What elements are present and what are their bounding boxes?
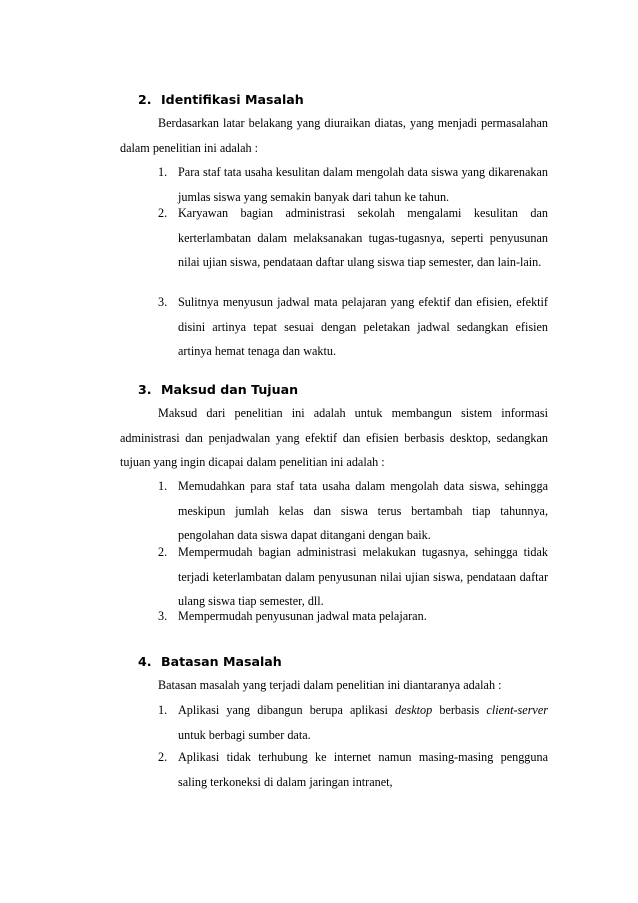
list-item-text-part: untuk berbagi sumber data. — [178, 727, 311, 742]
list-item — [158, 745, 548, 794]
list-item — [158, 474, 548, 548]
list-item-number: 3. — [158, 609, 168, 623]
section-intro-paragraph: Berdasarkan latar belakang yang diuraikan diatas, yang menjadi permasalahan dalam penelitian ini adalah : — [120, 116, 548, 155]
list-item-number: 1. — [158, 703, 168, 717]
list-item-text: Para staf tata usaha kesulitan dalam mengolah data siswa yang dikarenakan jumlas siswa yang semakin banyak dari tahun ke tahun. — [178, 165, 548, 204]
list-item-text — [178, 698, 548, 747]
section-heading-batasan-masalah — [138, 654, 282, 670]
italic-term: desktop — [395, 703, 433, 717]
list-item — [158, 604, 548, 629]
list-item-text: Sulitnya menyusun jadwal mata pelajaran yang efektif dan efisien, efektif disini artinya tepat sesuai dengan peletakan jadwal sedangkan efisien artinya hemat tenaga dan waktu. — [178, 295, 548, 358]
section-number: 3. — [138, 382, 152, 397]
section-number: 4. — [138, 654, 152, 669]
italic-term: client-server — [486, 703, 548, 717]
list-item-number: 2. — [158, 545, 168, 559]
section-intro-paragraph: Batasan masalah yang terjadi dalam penelitian ini diantaranya adalah : — [158, 678, 502, 692]
list-item-text: Mempermudah penyusunan jadwal mata pelajaran. — [178, 609, 427, 623]
list-item-text: Aplikasi tidak terhubung ke internet namun masing-masing pengguna saling terkoneksi di dalam jaringan intranet, — [178, 750, 548, 789]
section-title: Identifikasi Masalah — [161, 92, 304, 107]
list-item — [158, 698, 548, 747]
list-item — [158, 290, 548, 364]
list-item — [158, 201, 548, 275]
list-item-text: Memudahkan para staf tata usaha dalam mengolah data siswa, sehingga meskipun jumlah kelas dan siswa terus bertambah tiap tahunnya, pengolahan data siswa dapat ditangani dengan baik. — [178, 479, 548, 542]
list-item-number: 2. — [158, 206, 168, 220]
list-item-number: 1. — [158, 165, 168, 179]
section-title: Maksud dan Tujuan — [161, 382, 299, 397]
section-number: 2. — [138, 92, 152, 107]
list-item-text-part: Aplikasi yang dibangun berupa aplikasi — [178, 703, 395, 717]
section-heading-maksud-dan-tujuan — [138, 382, 298, 398]
list-item-text: Karyawan bagian administrasi sekolah mengalami kesulitan dan kerterlambatan dalam melaksanakan tugas-tugasnya, seperti penyusunan nilai ujian siswa, pendataan daftar ulang siswa tiap semester, dan lain-lain. — [178, 206, 548, 269]
section-title: Batasan Masalah — [161, 654, 282, 669]
list-item-number: 2. — [158, 750, 168, 764]
section-heading-identifikasi-masalah — [138, 92, 304, 108]
list-item-number: 3. — [158, 295, 168, 309]
list-item-number: 1. — [158, 479, 168, 493]
list-item-text-part: berbasis — [432, 703, 487, 717]
section-intro-paragraph: Maksud dari penelitian ini adalah untuk membangun sistem informasi administrasi dan penjadwalan yang efektif dan efisien berbasis desktop, sedangkan tujuan yang ingin dicapai dalam penelitian ini adalah : — [120, 406, 548, 469]
list-item-text: Mempermudah bagian administrasi melakukan tugasnya, sehingga tidak terjadi keterlambatan dalam penyusunan nilai ujian siswa, pendataan daftar ulang siswa tiap semester, dll. — [178, 545, 548, 608]
list-item — [158, 540, 548, 614]
